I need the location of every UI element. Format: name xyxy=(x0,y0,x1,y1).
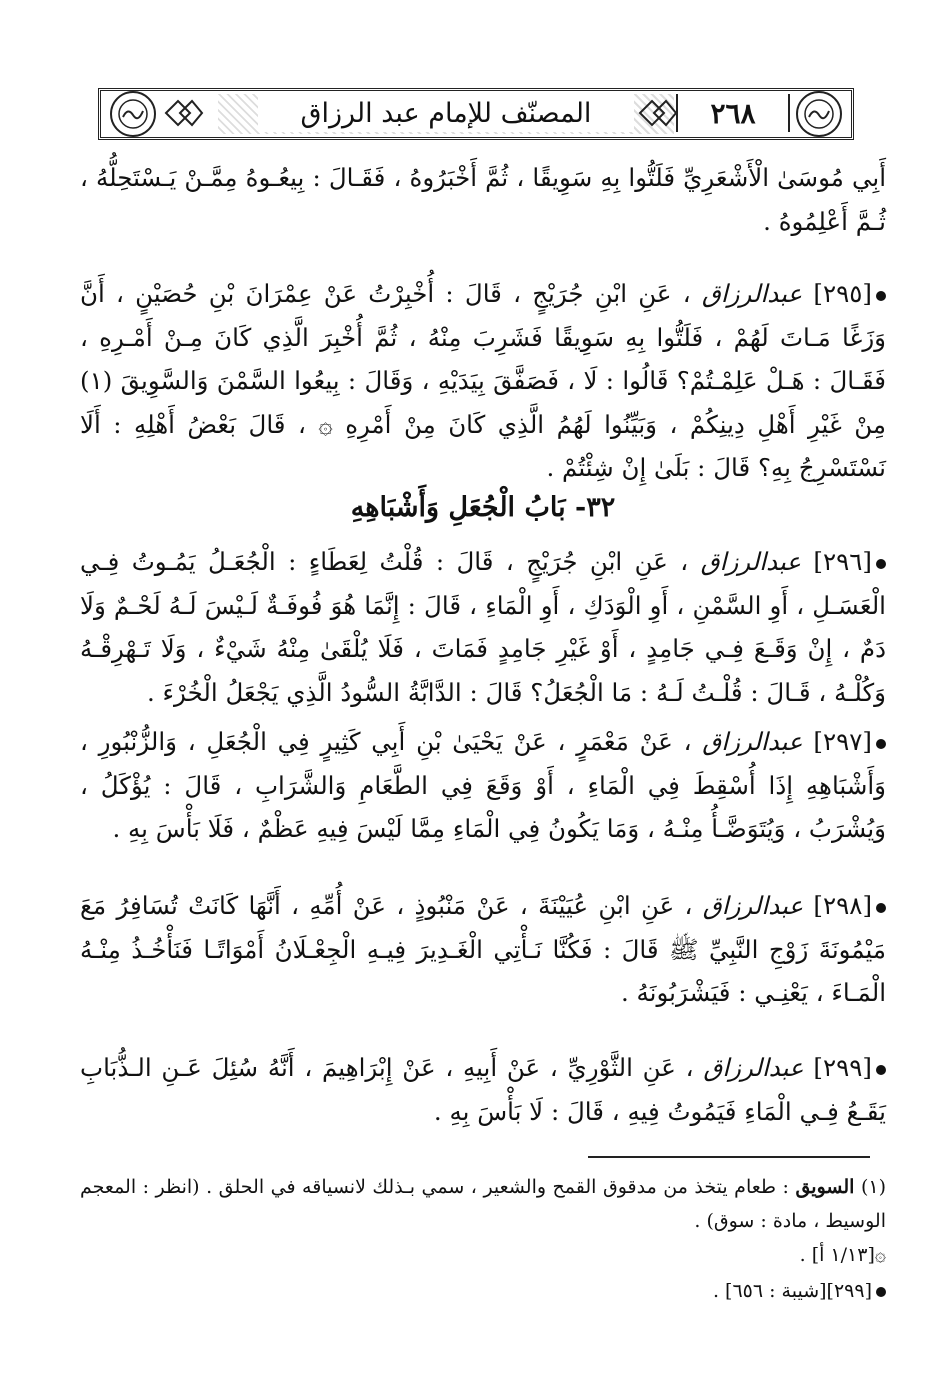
paragraph-continuation: أَبِي مُوسَىٰ الْأَشْعَرِيِّ فَلَتُّوا بِهِ سَوِيقًا ، ثُمَّ أَخْبَرُوهُ ، فَقَـالَ : بِيعُـوهُ مِمَّـنْ يَـسْتَحِلُّهُ ، ثُـمَّ أَعْلِمُوهُ . xyxy=(80,163,886,236)
source-name: عبدالرزاق xyxy=(702,727,803,756)
hadith-text: ، عَنِ ابْنِ عُيَيْنَةَ ، عَنْ مَنْبُوذٍ ، عَنْ أُمِّهِ ، أَنَّهَا كَانَتْ تُسَافِرُ مَعَ مَيْمُونَةَ زَوْجِ النَّبِيِّ ﷺ قَالَ : فَكُنَّا نَـأْتِي الْغَـدِيرَ فِيـهِ الْجِعْـلَانُ أَمْوَاتًـا فَنَأْخُـذُ مِنْـهُ الْمَـاءَ ، يَعْنِـي : فَيَشْرَبُونَهُ . xyxy=(80,891,886,1007)
page-header xyxy=(98,88,854,140)
footnote-term: السويق xyxy=(795,1176,855,1198)
hadith-text: ، عَنِ الثَّوْرِيِّ ، عَنْ أَبِيهِ ، عَنْ إِبْرَاهِيمَ ، أَنَّهُ سُئِلَ عَـنِ الـذُّبَابِ يَقَـعُ فِـي الْمَاءِ فَيَمُوتُ فِيهِ ، قَالَ : لَا بَأْسَ بِهِ . xyxy=(80,1053,886,1126)
page-number: ٢٦٨ xyxy=(676,94,790,132)
bullet-icon xyxy=(876,1065,886,1075)
bullet-icon xyxy=(876,1287,886,1297)
hadith-number: [٢٩٥] xyxy=(813,279,872,308)
hadith-number: [٢٩٧] xyxy=(813,727,872,756)
seal-logo-icon xyxy=(796,91,842,137)
seal-logo-icon xyxy=(110,91,156,137)
ornament-icon xyxy=(164,98,204,128)
footnote-text: : طعام يتخذ من مدقوق القمح والشعير ، سمي بـذلك لانسياقه في الحلق . (انظر : المعجم الوسيط ، مادة : سوق) . xyxy=(80,1176,886,1232)
footnote-manuscript-ref: ۞[١/١٣ أ] . xyxy=(799,1244,886,1266)
hadith-text: ، عَنِ ابْنِ جُرَيْجٍ ، قَالَ : قُلْتُ لِعَطَاءٍ : الْجُعَـلُ يَمُـوتُ فِـي الْعَسَـلِ ، أَوِ السَّمْنِ ، أَوِ الْوَدَكِ ، أَوِ الْمَاءِ ، قَالَ : إِنَّمَا هُوَ فُوفَـةٌ لَـيْسَ لَـهُ لَحْـمٌ وَلَا دَمٌ ، إِنْ وَقَـعَ فِـي جَامِدٍ ، أَوْ غَيْرِ جَامِدٍ فَمَاتَ ، فَلَا يُلْقَىٰ مِنْهُ شَيْءٌ ، وَلَا تَـهْرِقْـهُ وَكُلْـهُ ، قَـالَ : قُلْـتُ لَـهُ : مَا الْجُعَلُ؟ قَالَ : الدَّابَّةُ السُّودُ الَّذِي يَجْعَلُ الْخُرْءَ . xyxy=(80,547,886,707)
hadith-number: [٢٩٩] xyxy=(813,1053,872,1082)
ornament-icon xyxy=(638,98,678,128)
bullet-icon xyxy=(876,739,886,749)
hadith-296 xyxy=(80,540,886,714)
source-name: عبدالرزاق xyxy=(701,279,803,308)
book-title: المصنّف للإمام عبد الرزاق xyxy=(258,94,634,132)
hadith-297 xyxy=(80,720,886,851)
chapter-heading: ٣٢- بَابُ الْجُعَلِ وَأَشْبَاهِهِ xyxy=(350,492,616,523)
footnote-cross-ref xyxy=(80,1274,886,1308)
hadith-298 xyxy=(80,884,886,1015)
footnote-divider xyxy=(588,1156,870,1158)
hadith-number: [٢٩٦] xyxy=(813,547,872,576)
bullet-icon xyxy=(876,291,886,301)
hadith-295 xyxy=(80,272,886,490)
hadith-text: ، عَنْ مَعْمَرٍ ، عَنْ يَحْيَىٰ بْنِ أَبِي كَثِيرٍ فِي الْجُعَلِ ، وَالزُّنْبُورِ ، وَأَشْبَاهِهِ إِذَا أُسْقِطَ فِي الْمَاءِ ، أَوْ وَقَعَ فِي الطَّعَامِ وَالشَّرَابِ ، قَالَ : يُؤْكَلُ ، وَيُشْرَبُ ، وَيُتَوَضَّـأُ مِنْـهُ ، وَمَا يَكُونُ فِي الْمَاءِ مِمَّا لَيْسَ فِيهِ عَظْمٌ ، فَلَا بَأْسَ بِهِ . xyxy=(80,727,886,843)
footnote-1 xyxy=(80,1170,886,1238)
source-name: عبدالرزاق xyxy=(703,1053,804,1082)
bullet-icon xyxy=(876,559,886,569)
footnote-text: [٢٩٩][شيبة : ٦٥٦] . xyxy=(712,1280,872,1302)
footnote-marker: (١) xyxy=(860,1176,886,1198)
bullet-icon xyxy=(876,903,886,913)
hadith-number: [٢٩٨] xyxy=(813,891,872,920)
source-name: عبدالرزاق xyxy=(700,547,801,576)
hadith-299 xyxy=(80,1046,886,1133)
hadith-text: ، عَنِ ابْنِ جُرَيْجٍ ، قَالَ : أُخْبِرْتُ عَنْ عِمْرَانَ بْنِ حُصَيْنٍ ، أَنَّ وَزَغًا مَـاتَ لَهُمْ ، فَلَتُّوا بِهِ سَوِيقًا فَشَرِبَ مِنْهُ ، ثُمَّ أُخْبِرَ الَّذِي كَانَ مِـنْ أَمْـرِهِ ، فَقَـالَ : هَـلْ عَلِمْـتُمْ؟ قَالُوا : لَا ، فَصَفَّقَ بِيَدَيْهِ ، وَقَالَ : بِيعُوا السَّمْنَ وَالسَّوِيقَ (١) مِنْ غَيْرِ أَهْلِ دِينِكُمْ ، وَبَيِّنُوا لَهُمُ الَّذِي كَانَ مِنْ أَمْرِهِ ۞ ، قَالَ بَعْضُ أَهْلِهِ : أَلَا نَسْتَسْرِجُ بِهِ؟ قَالَ : بَلَىٰ إِنْ شِئْتُمْ . xyxy=(80,279,886,482)
source-name: عبدالرزاق xyxy=(702,891,804,920)
